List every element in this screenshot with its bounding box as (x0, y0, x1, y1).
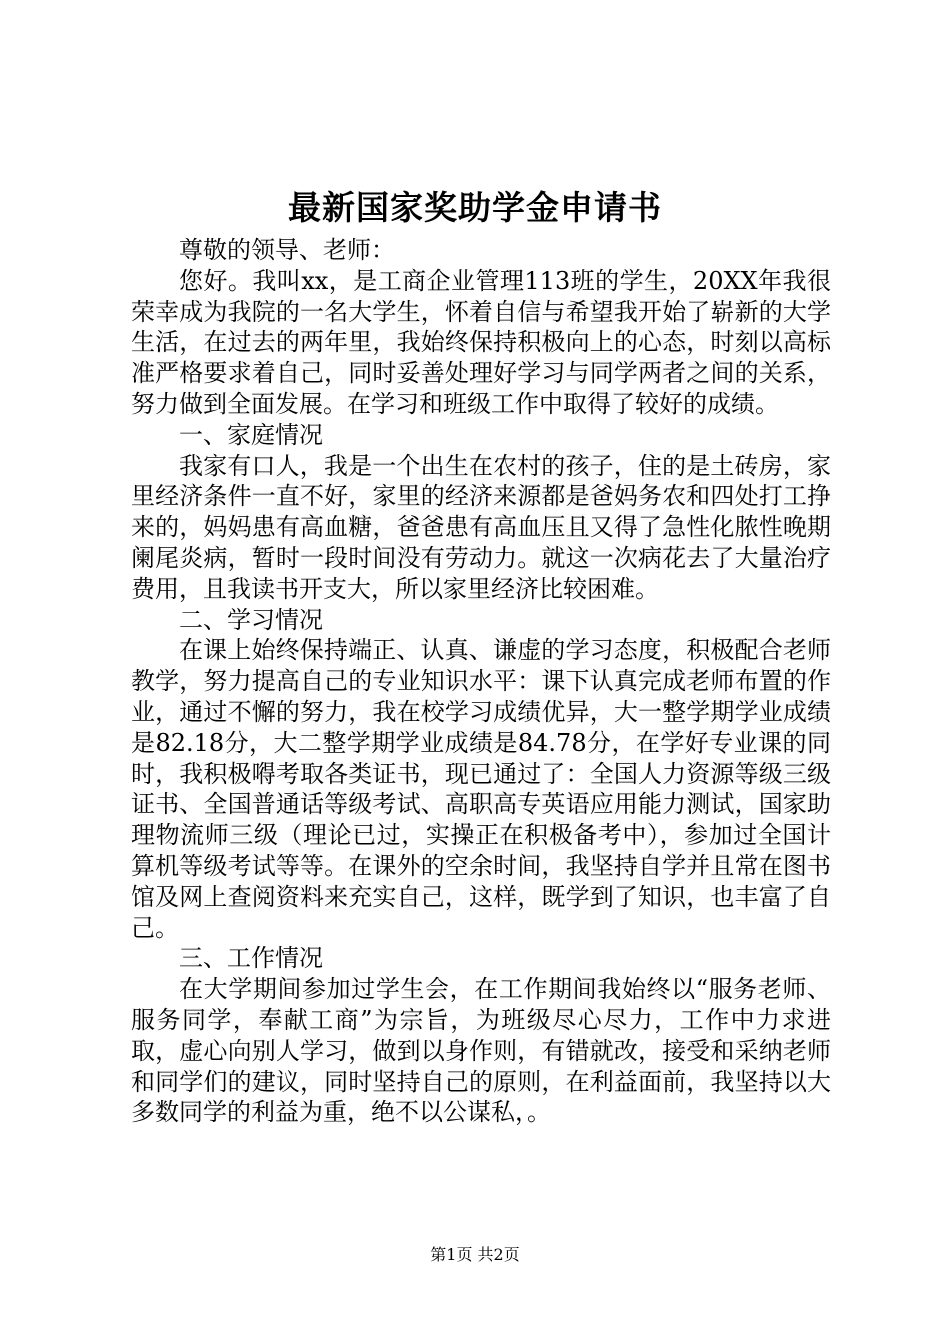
document-title: 最新国家奖助学金申请书 (288, 188, 662, 227)
section-heading-family: 一、家庭情况 (179, 420, 323, 449)
page-number-footer: 第1页 共2页 (430, 1245, 520, 1264)
section-text-work: 在大学期间参加过学生会，在工作期间我始终以“服务老师、服务同学，奉献工商”为宗旨，为班级尽心尽力，工作中力求进取，虚心向别人学习，做到以身作则，有错就改，接受和采纳老师和同学们的建议，同时坚持自己的原则，在利益面前，我坚持以大多数同学的利益为重，绝不以公谋私，。 (131, 975, 831, 1127)
intro-paragraph: 您好。我叫xx，是工商企业管理113班的学生，20XX年我很荣幸成为我院的一名大学生，怀着自信与希望我开始了崭新的大学生活，在过去的两年里，我始终保持积极向上的心态，时刻以高标准严格要求着自己，同时妥善处理好学习与同学两者之间的关系，努力做到全面发展。在学习和班级工作中取得了较好的成绩。 (131, 266, 831, 418)
section-heading-study: 二、学习情况 (179, 605, 323, 634)
section-text-study: 在课上始终保持端正、认真、谦虚的学习态度，积极配合老师教学，努力提高自己的专业知识水平：课下认真完成老师布置的作业，通过不懈的努力，我在校学习成绩优异，大一整学期学业成绩是82.18分，大二整学期学业成绩是84.78分，在学好专业课的同时，我积极嘚考取各类证书，现已通过了：全国人力资源等级三级证书、全国普通话等级考试、高职高专英语应用能力测试，国家助理物流师三级（理论已过，实操正在积极备考中），参加过全国计算机等级考试等等。在课外的空余时间，我坚持自学并且常在图书馆及网上查阅资料来充实自己，这样，既学到了知识，也丰富了自己。 (131, 636, 831, 942)
section-text-family: 我家有口人，我是一个出生在农村的孩子，住的是土砖房，家里经济条件一直不好，家里的经济来源都是爸妈务农和四处打工挣来的，妈妈患有高血糖，爸爸患有高血压且又得了急性化脓性晚期阑尾炎病，暂时一段时间没有劳动力。就这一次病花去了大量治疗费用，且我读书开支大，所以家里经济比较困难。 (131, 451, 831, 603)
salutation: 尊敬的领导、老师： (179, 236, 395, 264)
section-heading-work: 三、工作情况 (179, 944, 323, 973)
document-body (131, 235, 831, 1128)
